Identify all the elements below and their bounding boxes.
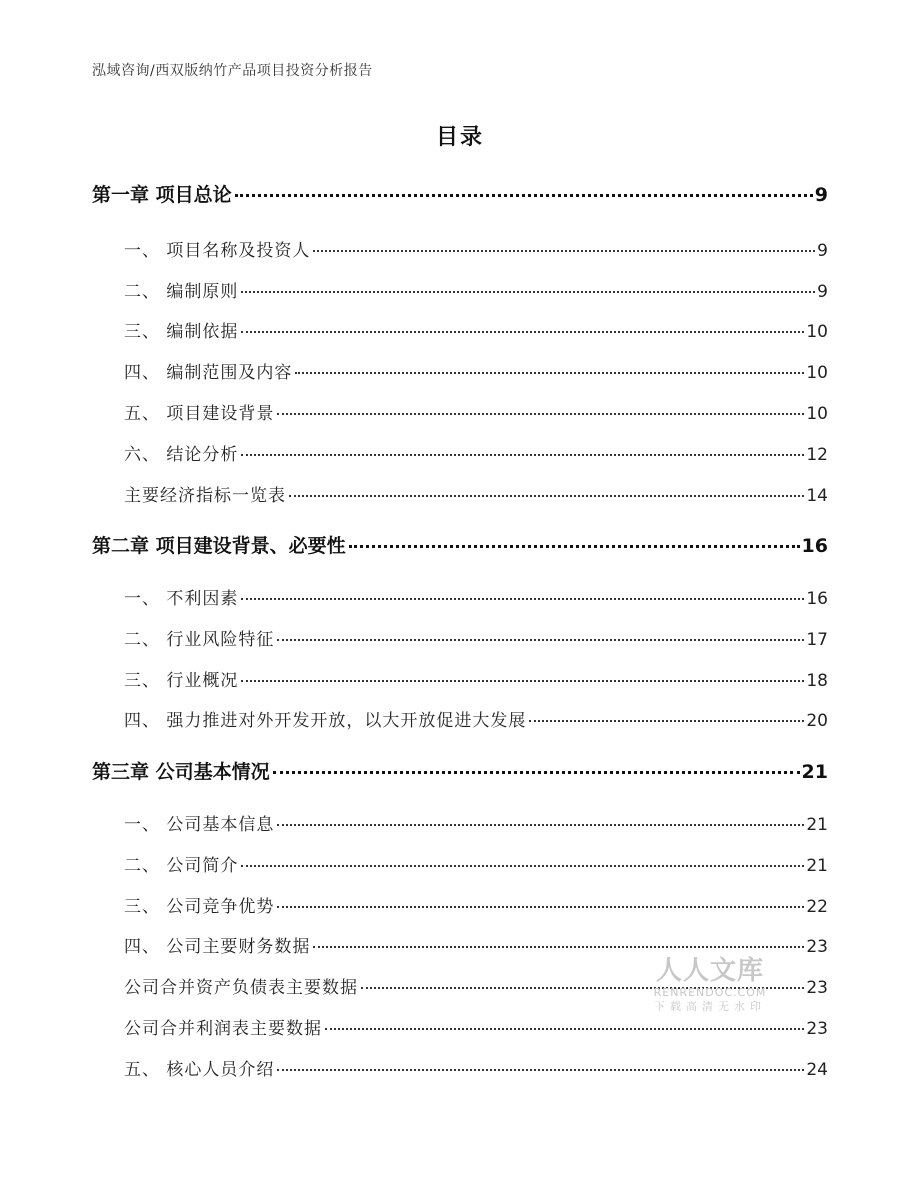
dot-leader	[295, 372, 804, 374]
toc-entry[interactable]	[124, 851, 828, 876]
toc-entry[interactable]	[124, 810, 828, 835]
toc-page-number: 22	[806, 897, 828, 917]
toc-page-number: 16	[801, 535, 828, 557]
dot-leader	[277, 906, 804, 908]
toc-entry-label: 一、 项目名称及投资人	[124, 241, 311, 261]
toc-entry-label: 一、 公司基本信息	[124, 815, 275, 835]
toc-entry[interactable]	[124, 625, 828, 650]
toc-entry[interactable]	[124, 236, 828, 261]
dot-leader	[241, 680, 804, 682]
toc-entry[interactable]	[124, 317, 828, 342]
toc-entry-label: 第二章 项目建设背景、必要性	[92, 535, 346, 557]
dot-leader	[277, 413, 804, 415]
watermark-domain: RENRENDOC.COM	[653, 986, 767, 999]
dot-leader	[241, 291, 815, 293]
toc-page-number: 10	[806, 363, 828, 383]
running-header: 泓域咨询/西双版纳竹产品项目投资分析报告	[92, 63, 373, 79]
toc-entry-label: 一、 不利因素	[124, 589, 239, 609]
toc-entry[interactable]	[124, 399, 828, 424]
toc-entry[interactable]	[124, 358, 828, 383]
dot-leader	[241, 865, 804, 867]
dot-leader	[241, 454, 804, 456]
toc-page-number: 21	[806, 815, 828, 835]
toc-chapter-1[interactable]	[92, 180, 828, 207]
toc-entry[interactable]	[124, 1014, 828, 1039]
toc-page-number: 16	[806, 589, 828, 609]
dot-leader	[289, 495, 804, 497]
toc-page-number: 9	[814, 184, 828, 206]
toc-entry[interactable]	[124, 666, 828, 691]
toc-page-number: 24	[806, 1060, 828, 1080]
toc-page-number: 20	[806, 711, 828, 731]
toc-entry-label: 四、 强力推进对外开发开放，以大开放促进大发展	[124, 711, 527, 731]
dot-leader	[277, 639, 804, 641]
toc-page-number: 23	[806, 1019, 828, 1039]
toc-page-number: 21	[801, 761, 828, 783]
toc-page-number: 10	[806, 322, 828, 342]
toc-entry[interactable]	[124, 1055, 828, 1080]
dot-leader	[313, 946, 804, 948]
dot-leader	[235, 194, 813, 197]
toc-entry-label: 公司合并利润表主要数据	[124, 1019, 322, 1039]
toc-entry[interactable]	[124, 440, 828, 465]
dot-leader	[241, 331, 804, 333]
toc-entry-label: 二、 行业风险特征	[124, 630, 275, 650]
watermark-tagline: 下载高清无水印	[654, 1000, 766, 1013]
dot-leader	[277, 824, 804, 826]
dot-leader	[529, 720, 804, 722]
toc-entry-label: 五、 项目建设背景	[124, 404, 275, 424]
toc-page-number: 9	[817, 241, 828, 261]
toc-page-number: 23	[806, 978, 828, 998]
toc-entry[interactable]	[124, 584, 828, 609]
toc-page-number: 12	[806, 445, 828, 465]
dot-leader	[277, 1069, 804, 1071]
toc-entry-label: 二、 编制原则	[124, 282, 239, 302]
toc-entry-label: 六、 结论分析	[124, 445, 239, 465]
toc-entry-label: 四、 公司主要财务数据	[124, 937, 311, 957]
toc-entry-label: 第三章 公司基本情况	[92, 761, 270, 783]
toc-title: 目录	[435, 125, 484, 150]
toc-entry[interactable]	[124, 277, 828, 302]
toc-chapter-3[interactable]	[92, 757, 828, 784]
toc-page-number: 18	[806, 671, 828, 691]
toc-entry-label: 三、 行业概况	[124, 671, 239, 691]
toc-page-number: 10	[806, 404, 828, 424]
dot-leader	[313, 250, 815, 252]
dot-leader	[241, 598, 804, 600]
dot-leader	[349, 545, 800, 548]
toc-page-number: 17	[806, 630, 828, 650]
watermark-brand: 人人文库	[655, 956, 764, 986]
toc-entry-label: 三、 公司竞争优势	[124, 897, 275, 917]
toc-entry[interactable]	[124, 892, 828, 917]
toc-entry-label: 四、 编制范围及内容	[124, 363, 293, 383]
dot-leader	[325, 1028, 804, 1030]
toc-entry-label: 第一章 项目总论	[92, 184, 232, 206]
toc-page-number: 23	[806, 937, 828, 957]
toc-entry-label: 二、 公司简介	[124, 856, 239, 876]
toc-page-number: 14	[806, 486, 828, 506]
dot-leader	[273, 771, 800, 774]
dot-leader	[361, 987, 804, 989]
toc-page-number: 9	[817, 282, 828, 302]
toc-entry-label: 三、 编制依据	[124, 322, 239, 342]
toc-chapter-2[interactable]	[92, 531, 828, 558]
toc-entry[interactable]	[124, 973, 828, 998]
toc-entry-label: 公司合并资产负债表主要数据	[124, 978, 358, 998]
toc-entry[interactable]	[124, 706, 828, 731]
toc-entry-label: 主要经济指标一览表	[124, 486, 286, 506]
toc-entry[interactable]	[124, 932, 828, 957]
toc-entry-label: 五、 核心人员介绍	[124, 1060, 275, 1080]
toc-page-number: 21	[806, 856, 828, 876]
toc-entry[interactable]	[124, 481, 828, 506]
